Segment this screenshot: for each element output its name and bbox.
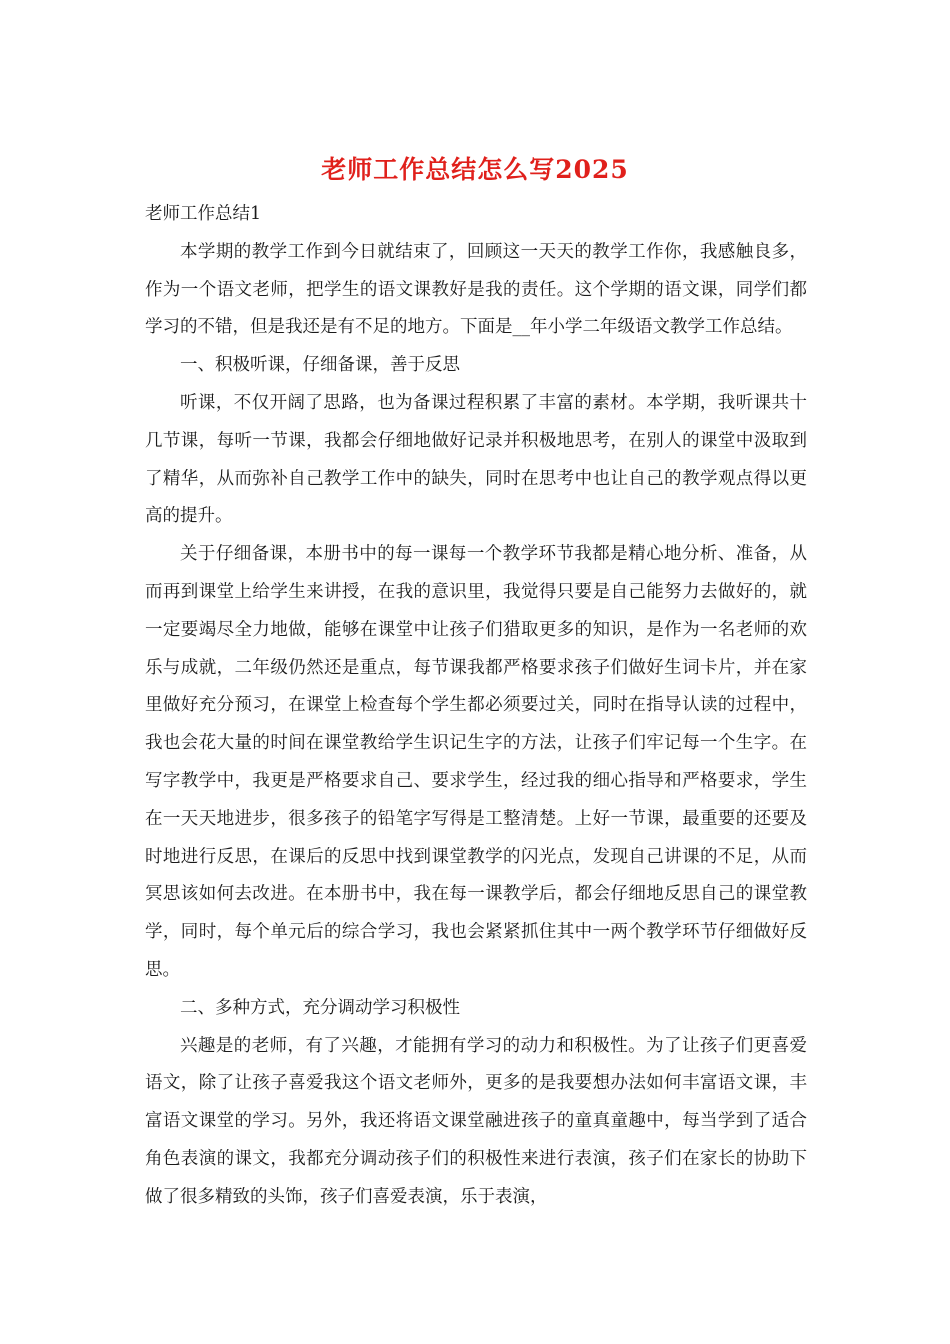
section-subtitle: 老师工作总结1 xyxy=(145,204,262,224)
paragraph: 兴趣是的老师，有了兴趣，才能拥有学习的动力和积极性。为了让孩子们更喜爱语文，除了让孩子喜爱我这个语文老师外，更多的是我要想办法如何丰富语文课，丰富语文课堂的学习。另外，我还将语文课堂融进孩子的童真童趣中，每当学到了适合角色表演的课文，我都充分调动孩子们的积极性来进行表演，孩子们在家长的协助下做了很多精致的头饰，孩子们喜爱表演，乐于表演， xyxy=(145,1035,807,1207)
document-body xyxy=(145,196,807,1217)
paragraph: 本学期的教学工作到今日就结束了，回顾这一天天的教学工作你，我感触良多，作为一个语文老师，把学生的语文课教好是我的责任。这个学期的语文课，同学们都学习的不错，但是我还是有不足的地方。下面是__年小学二年级语文教学工作总结。 xyxy=(145,241,807,338)
section-heading: 二、多种方式，充分调动学习积极性 xyxy=(180,997,460,1018)
paragraph: 听课，不仅开阔了思路，也为备课过程积累了丰富的素材。本学期，我听课共十几节课，每听一节课，我都会仔细地做好记录并积极地思考，在别人的课堂中汲取到了精华，从而弥补自己教学工作中的缺失，同时在思考中也让自己的教学观点得以更高的提升。 xyxy=(145,392,807,527)
document-title: 老师工作总结怎么写2025 xyxy=(321,155,629,184)
paragraph: 关于仔细备课，本册书中的每一课每一个教学环节我都是精心地分析、准备，从而再到课堂上给学生来讲授，在我的意识里，我觉得只要是自己能努力去做好的，就一定要竭尽全力地做，能够在课堂中让孩子们猎取更多的知识，是作为一名老师的欢乐与成就，二年级仍然还是重点，每节课我都严格要求孩子们做好生词卡片，并在家里做好充分预习，在课堂上检查每个学生都必须要过关，同时在指导认读的过程中，我也会花大量的时间在课堂教给学生识记生字的方法，让孩子们牢记每一个生字。在写字教学中，我更是严格要求自己、要求学生，经过我的细心指导和严格要求，学生在一天天地进步，很多孩子的铅笔字写得是工整清楚。上好一节课，最重要的还要及时地进行反思，在课后的反思中找到课堂教学的闪光点，发现自己讲课的不足，从而冥思该如何去改进。在本册书中，我在每一课教学后，都会仔细地反思自己的课堂教学，同时，每个单元后的综合学习，我也会紧紧抓住其中一两个教学环节仔细做好反思。 xyxy=(145,544,807,980)
section-heading: 一、积极听课，仔细备课，善于反思 xyxy=(180,355,460,376)
